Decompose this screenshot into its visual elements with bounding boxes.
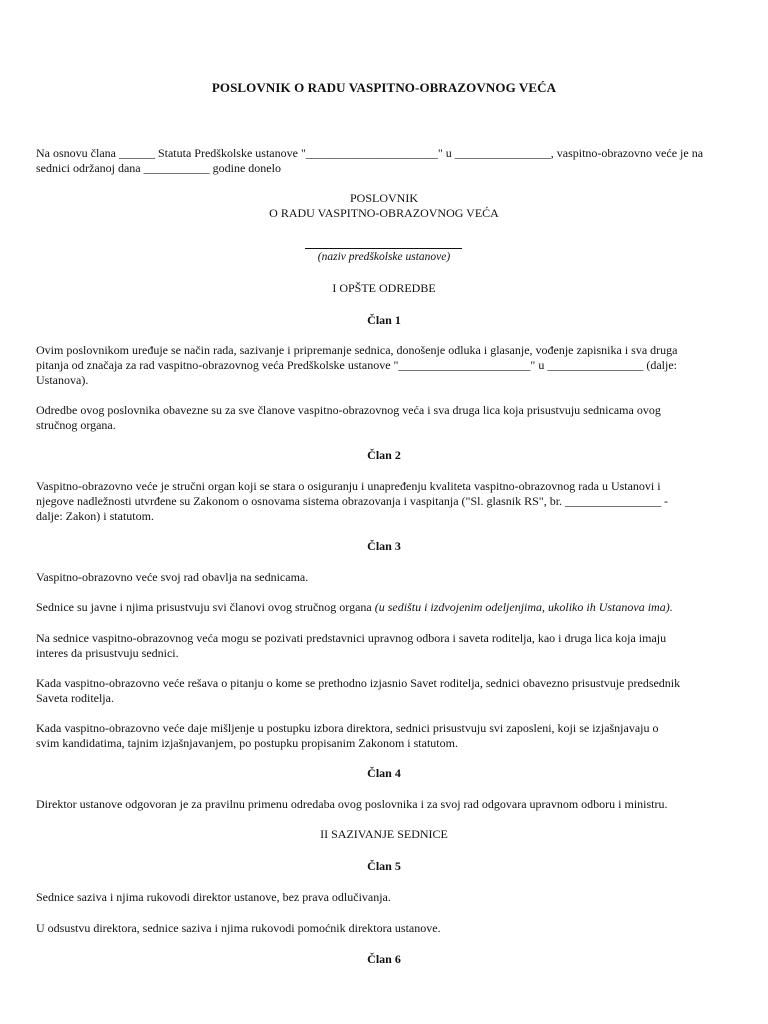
article-2-heading: Član 2	[367, 448, 401, 462]
article-5-paragraph-1: Sednice saziva i njima rukovodi direktor ustanove, bez prava odlučivanja.	[36, 890, 391, 904]
article-3-paragraph-2	[36, 600, 736, 615]
article-3-paragraph-2-note: (u sedištu i izdvojenim odeljenjima, ukoliko ih Ustanova ima).	[374, 600, 673, 614]
article-3-paragraph-4-line-1: Kada vaspitno-obrazovno veće rešava o pitanju o kome se prethodno izjasnio Savet roditelja, sednici obavezno prisustvuje predsednik	[36, 676, 681, 690]
article-2-paragraph-line-2: njegove nadležnosti utvrđene su Zakonom o osnovama sistema obrazovanja i vaspitanja ("Sl. glasnik RS", br. ________________ -	[36, 494, 669, 508]
intro-line-2: sednici održanoj dana ___________ godine donelo	[36, 161, 281, 175]
article-6-heading: Član 6	[367, 952, 401, 966]
article-1-paragraph-1-line-2: pitanja od značaja za rad vaspitno-obrazovnog veća Predškolske ustanove "______________________" u ________________ (dalje:	[36, 358, 677, 372]
article-3-paragraph-3-line-2: interes da prisustvuju sednici.	[36, 646, 179, 660]
article-3-heading: Član 3	[367, 539, 401, 553]
section-heading-general: I OPŠTE ODREDBE	[332, 281, 436, 295]
article-1-heading: Član 1	[367, 313, 401, 327]
article-3-paragraph-3-line-1: Na sednice vaspitno-obrazovnog veća mogu se pozivati predstavnici upravnog odbora i saveta roditelja, kao i druga lica koja imaju	[36, 631, 667, 645]
article-1-paragraph-2-line-1: Odredbe ovog poslovnika obavezne su za sve članove vaspitno-obrazovnog veća i sva druga lica koja prisustvuju sednicama ovog	[36, 403, 661, 417]
article-1-paragraph-1-line-1: Ovim poslovnikom uređuje se način rada, sazivanje i pripremanje sednica, donošenje odluka i glasanje, vođenje zapisnika i sva druga	[36, 343, 678, 357]
article-3-paragraph-2-text: Sednice su javne i njima prisustvuju svi članovi ovog stručnog organa	[36, 600, 375, 614]
article-2-paragraph-line-1: Vaspitno-obrazovno veće je stručni organ koji se stara o osiguranju i unapređenju kvaliteta vaspitno-obrazovnog rada u Ustanovi i	[36, 479, 661, 493]
article-1-paragraph-2-line-2: stručnog organa.	[36, 418, 116, 432]
intro-line-1: Na osnovu člana ______ Statuta Predškolske ustanove "______________________" u ________________, vaspitno-obrazovno veće je na	[36, 146, 704, 160]
article-4-heading: Član 4	[367, 766, 401, 780]
article-3-paragraph-5-line-1: Kada vaspitno-obrazovno veće daje mišljenje u postupku izbora direktora, sednici prisustvuju svi zaposleni, koji se izjašnjavaju o	[36, 721, 659, 735]
article-3-paragraph-1: Vaspitno-obrazovno veće svoj rad obavlja na sednicama.	[36, 570, 309, 584]
article-5-heading: Član 5	[367, 859, 401, 873]
article-4-paragraph: Direktor ustanove odgovoran je za pravilnu primenu odredaba ovog poslovnika i za svoj rad odgovara upravnom odboru i ministru.	[36, 797, 668, 811]
institution-caption: (naziv predškolske ustanove)	[317, 251, 451, 263]
document-title: POSLOVNIK O RADU VASPITNO-OBRAZOVNOG VEĆA	[211, 80, 557, 95]
article-5-paragraph-2: U odsustvu direktora, sednice saziva i njima rukovodi pomoćnik direktora ustanove.	[36, 921, 441, 935]
article-3-paragraph-5-line-2: svim kandidatima, tajnim izjašnjavanjem, po postupku propisanim Zakonom i statutom.	[36, 736, 458, 750]
section-heading-convening: II SAZIVANJE SEDNICE	[320, 827, 448, 841]
institution-name-blank	[305, 248, 462, 249]
article-2-paragraph-line-3: dalje: Zakon) i statutom.	[36, 509, 154, 523]
subtitle-line-2: O RADU VASPITNO-OBRAZOVNOG VEĆA	[269, 206, 499, 220]
subtitle-line-1: POSLOVNIK	[349, 191, 418, 205]
article-1-paragraph-1-line-3: Ustanova).	[36, 373, 89, 387]
article-3-paragraph-4-line-2: Saveta roditelja.	[36, 691, 114, 705]
